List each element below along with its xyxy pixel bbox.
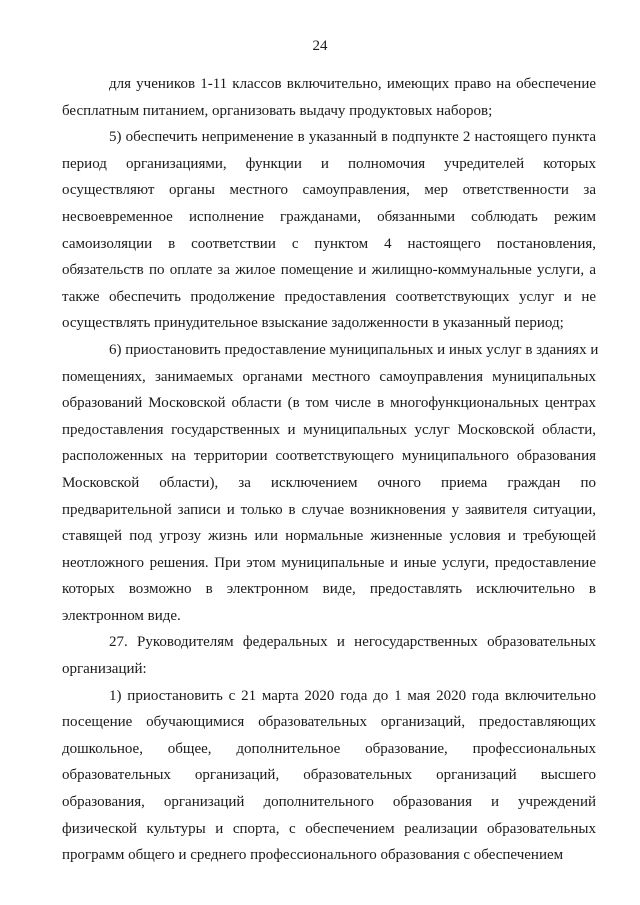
text-line: программ общего и среднего профессионального образования с обеспечением xyxy=(62,847,564,864)
document-body xyxy=(62,71,599,869)
text-line: дошкольное, общее, дополнительное образование, профессиональных xyxy=(62,740,596,757)
text-line: ставящей под угрозу жизнь или нормальные жизненные условия и требующей xyxy=(62,528,596,545)
page-number: 24 xyxy=(312,38,328,54)
text-line: помещениях, занимаемых органами местного самоуправления муниципальных xyxy=(62,368,596,385)
text-line: образований Московской области (в том числе в многофункциональных центрах xyxy=(62,395,596,412)
text-line: электронном виде. xyxy=(62,607,181,624)
text-line: расположенных на территории соответствующего муниципального образования xyxy=(62,448,596,465)
paragraph-p-5 xyxy=(62,124,596,337)
text-line: обязательств по оплате за жилое помещение и жилищно-коммунальные услуги, а xyxy=(62,262,596,279)
paragraph-p-27-1 xyxy=(62,683,596,869)
text-line: которых возможно в электронном виде, предоставлять исключительно в xyxy=(62,581,596,598)
text-line: осуществлять принудительное взыскание задолженности в указанный период; xyxy=(62,315,564,332)
text-line: предоставления государственных и муниципальных услуг Московской области, xyxy=(62,421,596,438)
text-line: для учеников 1-11 классов включительно, имеющих право на обеспечение xyxy=(109,76,596,92)
text-line: самоизоляции в соответствии с пунктом 4 настоящего постановления, xyxy=(62,235,596,252)
paragraph-p-cont xyxy=(62,71,596,124)
paragraph-p-27 xyxy=(62,629,596,682)
text-line: бесплатным питанием, организовать выдачу продуктовых наборов; xyxy=(62,102,493,119)
text-line: период организациями, функции и полномочия учредителей которых xyxy=(62,155,596,172)
text-line: 6) приостановить предоставление муниципальных и иных услуг в зданиях и xyxy=(109,341,599,358)
text-line: 5) обеспечить неприменение в указанный в подпункте 2 настоящего пункта xyxy=(109,129,596,146)
text-line: предварительной записи и только в случае возникновения у заявителя ситуации, xyxy=(62,501,596,518)
paragraph-p-6 xyxy=(62,337,599,630)
text-line: посещение обучающимися образовательных организаций, предоставляющих xyxy=(62,714,596,731)
text-line: организаций: xyxy=(62,661,147,678)
text-line: 1) приостановить с 21 марта 2020 года до 1 мая 2020 года включительно xyxy=(109,687,596,704)
text-line: образовательных организаций, образовательных организаций высшего xyxy=(62,767,596,784)
text-line: физической культуры и спорта, с обеспечением реализации образовательных xyxy=(62,820,596,837)
text-line: осуществляют органы местного самоуправления, мер ответственности за xyxy=(62,182,596,199)
text-line: также обеспечить продолжение предоставления соответствующих услуг и не xyxy=(62,288,596,305)
text-line: Московской области), за исключением очного приема граждан по xyxy=(62,474,596,491)
text-line: несвоевременное исполнение гражданами, обязанными соблюдать режим xyxy=(62,208,596,225)
text-line: неотложного решения. При этом муниципальные и иные услуги, предоставление xyxy=(62,554,596,571)
text-line: 27. Руководителям федеральных и негосударственных образовательных xyxy=(109,634,596,651)
text-line: образования, организаций дополнительного образования и учреждений xyxy=(62,794,596,811)
